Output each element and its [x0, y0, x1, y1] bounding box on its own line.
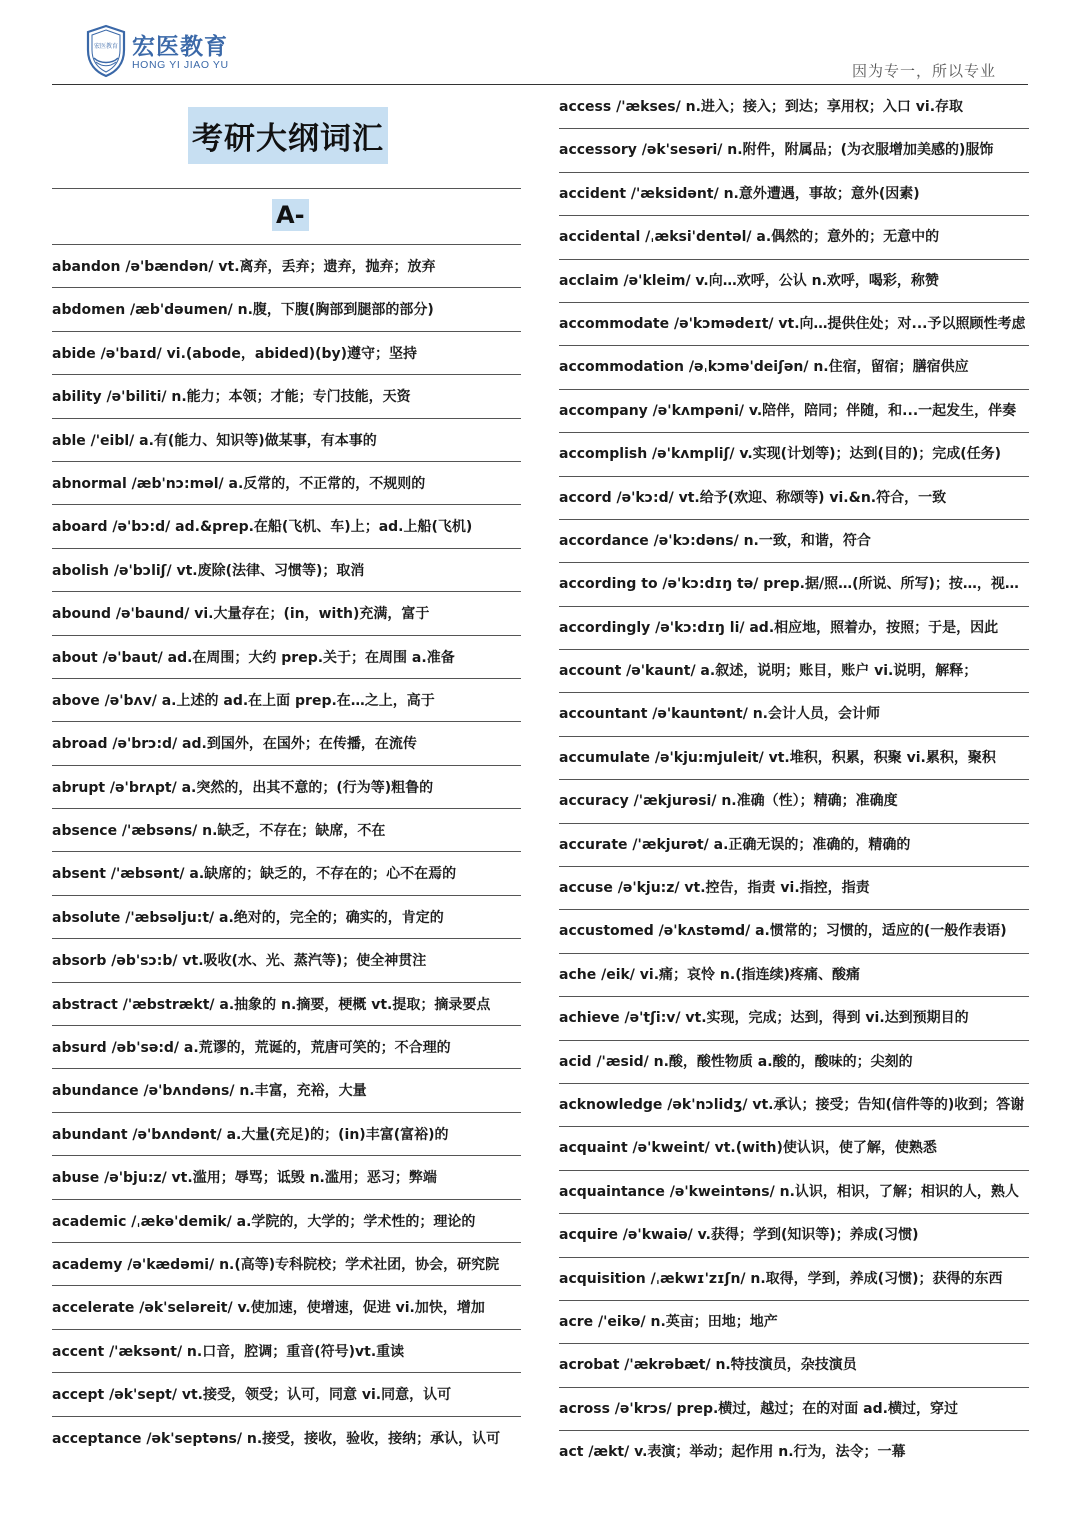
vocab-entry: abound /ə'baund/ vi.大量存在；(in，with)充满，富于: [52, 592, 521, 635]
vocab-entry: accident /'æksidənt/ n.意外遭遇，事故；意外(因素): [559, 173, 1029, 216]
vocab-entry: about /ə'baut/ ad.在周围；大约 prep.关于；在周围 a.准备: [52, 636, 521, 679]
vocab-entry: accommodate /ə'kɔmədeɪt/ vt.向…提供住处；对...予以照顾性考虑: [559, 303, 1029, 346]
vocab-entry: absurd /əb'sə:d/ a.荒谬的，荒诞的，荒唐可笑的；不合理的: [52, 1026, 521, 1069]
vocab-list-right: [559, 86, 1029, 1475]
vocab-entry: acquaintance /ə'kweintəns/ n.认识，相识，了解；相识的人，熟人: [559, 1171, 1029, 1214]
vocab-entry: across /ə'krɔs/ prep.横过，越过；在的对面 ad.横过，穿过: [559, 1388, 1029, 1431]
vocab-entry: acquaint /ə'kweint/ vt.(with)使认识，使了解，使熟悉: [559, 1127, 1029, 1170]
vocab-entry: accompany /ə'kʌmpəni/ v.陪伴，陪同；伴随，和...一起发生，伴奏: [559, 390, 1029, 433]
vocab-entry: accumulate /ə'kju:mjuleit/ vt.堆积，积累，积聚 vi.累积，聚积: [559, 737, 1029, 780]
vocab-entry: acceptance /ək'septəns/ n.接受，接收，验收，接纳；承认，认可: [52, 1430, 501, 1447]
title-block: [52, 86, 521, 188]
vocab-entry: acclaim /ə'kleim/ v.向…欢呼，公认 n.欢呼，喝彩，称赞: [559, 260, 1029, 303]
vocab-entry: abundant /ə'bʌndənt/ a.大量(充足)的；(in)丰富(富裕)的: [52, 1113, 521, 1156]
vocab-entry: act /ækt/ v.表演；举动；起作用 n.行为，法令；一幕: [559, 1444, 906, 1461]
vocab-entry: accent /'æksənt/ n.口音，腔调；重音(符号)vt.重读: [52, 1330, 521, 1373]
right-column: [559, 86, 1029, 1475]
header-divider: [52, 84, 1028, 85]
brand-logo: [84, 24, 244, 80]
vocab-entry: abundance /ə'bʌndəns/ n.丰富，充裕，大量: [52, 1069, 521, 1112]
vocab-entry: accordingly /ə'kɔ:dɪŋ li/ ad.相应地，照着办，按照；于是，因此: [559, 607, 1029, 650]
vocab-entry: abstract /'æbstrækt/ a.抽象的 n.摘要，梗概 vt.提取；摘录要点: [52, 983, 521, 1026]
vocab-entry: acknowledge /ək'nɔlidʒ/ vt.承认；接受；告知(信件等的)收到；答谢: [559, 1084, 1029, 1127]
vocab-entry: abroad /ə'brɔ:d/ ad.到国外，在国外；在传播，在流传: [52, 722, 521, 765]
vocab-entry: accept /ək'sept/ vt.接受，领受；认可，同意 vi.同意，认可: [52, 1373, 521, 1416]
left-column: [52, 86, 521, 1460]
vocab-entry: above /ə'bʌv/ a.上述的 ad.在上面 prep.在…之上，高于: [52, 679, 521, 722]
vocab-entry: abide /ə'baɪd/ vi.(abode，abided)(by)遵守；坚持: [52, 332, 521, 375]
vocab-entry: accuracy /'ækjurəsi/ n.准确（性）；精确；准确度: [559, 780, 1029, 823]
vocab-entry: absorb /əb'sɔ:b/ vt.吸收(水、光、蒸汽等)；使全神贯注: [52, 939, 521, 982]
vocab-entry: abdomen /æb'dəumen/ n.腹，下腹(胸部到腿部的部分): [52, 288, 521, 331]
logo-chinese-name: 宏医教育: [132, 34, 228, 60]
section-header: [52, 188, 521, 245]
vocab-entry: abuse /ə'bju:z/ vt.滥用；辱骂；诋毁 n.滥用；恶习；弊端: [52, 1156, 521, 1199]
vocab-entry: accuse /ə'kju:z/ vt.控告，指责 vi.指控，指责: [559, 867, 1029, 910]
shield-logo-icon: [84, 24, 128, 78]
vocab-entry: access /'ækses/ n.进入；接入；到达；享用权；入口 vi.存取: [559, 86, 1029, 129]
vocab-entry: abandon /ə'bændən/ vt.离弃，丢弃；遗弃，抛弃；放弃: [52, 245, 521, 288]
vocab-entry: absence /'æbsəns/ n.缺乏，不存在；缺席，不在: [52, 809, 521, 852]
vocab-entry: acid /'æsid/ n.酸，酸性物质 a.酸的，酸味的；尖刻的: [559, 1041, 1029, 1084]
vocab-entry: able /'eibl/ a.有(能力、知识等)做某事，有本事的: [52, 419, 521, 462]
vocab-entry: accidental /ˌæksi'dentəl/ a.偶然的；意外的；无意中的: [559, 216, 1029, 259]
vocab-entry: accurate /'ækjurət/ a.正确无误的；准确的，精确的: [559, 824, 1029, 867]
vocab-list-left: [52, 245, 521, 1460]
vocab-entry: accord /ə'kɔ:d/ vt.给予(欢迎、称颂等) vi.&n.符合，一致: [559, 477, 1029, 520]
header-slogan: 因为专一，所以专业: [851, 62, 996, 80]
vocab-entry: achieve /ə'tʃi:v/ vt.实现，完成；达到，得到 vi.达到预期目的: [559, 997, 1029, 1040]
section-letter: A-: [272, 199, 309, 231]
vocab-entry: ability /ə'biliti/ n.能力；本领；才能；专门技能，天资: [52, 375, 521, 418]
vocab-entry: absolute /'æbsəlju:t/ a.绝对的，完全的；确实的，肯定的: [52, 896, 521, 939]
vocab-entry: acre /'eikə/ n.英亩；田地；地产: [559, 1301, 1029, 1344]
vocab-entry: acquisition /ˌækwɪ'zɪʃn/ n.取得，学到，养成(习惯)；获得的东西: [559, 1258, 1029, 1301]
vocab-entry: accordance /ə'kɔ:dəns/ n.一致，和谐，符合: [559, 520, 1029, 563]
vocab-entry: accelerate /ək'seləreit/ v.使加速，使增速，促进 vi.加快，增加: [52, 1286, 521, 1329]
vocab-entry: aboard /ə'bɔ:d/ ad.&prep.在船(飞机、车)上；ad.上船(飞机): [52, 505, 521, 548]
vocab-entry: accommodation /əˌkɔmə'deiʃən/ n.住宿，留宿；膳宿供应: [559, 346, 1029, 389]
vocab-entry: acrobat /'ækrəbæt/ n.特技演员，杂技演员: [559, 1344, 1029, 1387]
vocab-entry: acquire /ə'kwaiə/ v.获得；学到(知识等)；养成(习惯): [559, 1214, 1029, 1257]
vocab-entry: ache /eik/ vi.痛；哀怜 n.(指连续)疼痛、酸痛: [559, 954, 1029, 997]
vocab-entry: abolish /ə'bɔliʃ/ vt.废除(法律、习惯等)；取消: [52, 549, 521, 592]
logo-pinyin-name: HONG YI JIAO YU: [132, 59, 229, 71]
vocab-entry: accountant /ə'kauntənt/ n.会计人员，会计师: [559, 693, 1029, 736]
vocab-entry: absent /'æbsənt/ a.缺席的；缺乏的，不存在的；心不在焉的: [52, 852, 521, 895]
vocab-entry: academic /ˌækə'demik/ a.学院的，大学的；学术性的；理论的: [52, 1200, 521, 1243]
vocab-entry: according to /ə'kɔ:dɪŋ tə/ prep.据/照…(所说、所写)；按…，视…: [559, 563, 1029, 606]
svg-text:宏医教育: 宏医教育: [93, 43, 119, 50]
vocab-entry: account /ə'kaunt/ a.叙述，说明；账目，账户 vi.说明，解释；: [559, 650, 1029, 693]
document-title: 考研大纲词汇: [188, 107, 388, 164]
vocab-entry: academy /ə'kædəmi/ n.(高等)专科院校；学术社团，协会，研究院: [52, 1243, 521, 1286]
vocab-entry: accustomed /ə'kʌstəmd/ a.惯常的；习惯的，适应的(一般作表语): [559, 910, 1029, 953]
vocab-entry: abnormal /æb'nɔ:məl/ a.反常的，不正常的，不规则的: [52, 462, 521, 505]
vocab-entry: abrupt /ə'brʌpt/ a.突然的，出其不意的；(行为等)粗鲁的: [52, 766, 521, 809]
vocab-entry: accessory /ək'sesəri/ n.附件，附属品；(为衣服增加美感的)服饰: [559, 129, 1029, 172]
vocab-entry: accomplish /ə'kʌmpliʃ/ v.实现(计划等)；达到(目的)；完成(任务): [559, 433, 1029, 476]
